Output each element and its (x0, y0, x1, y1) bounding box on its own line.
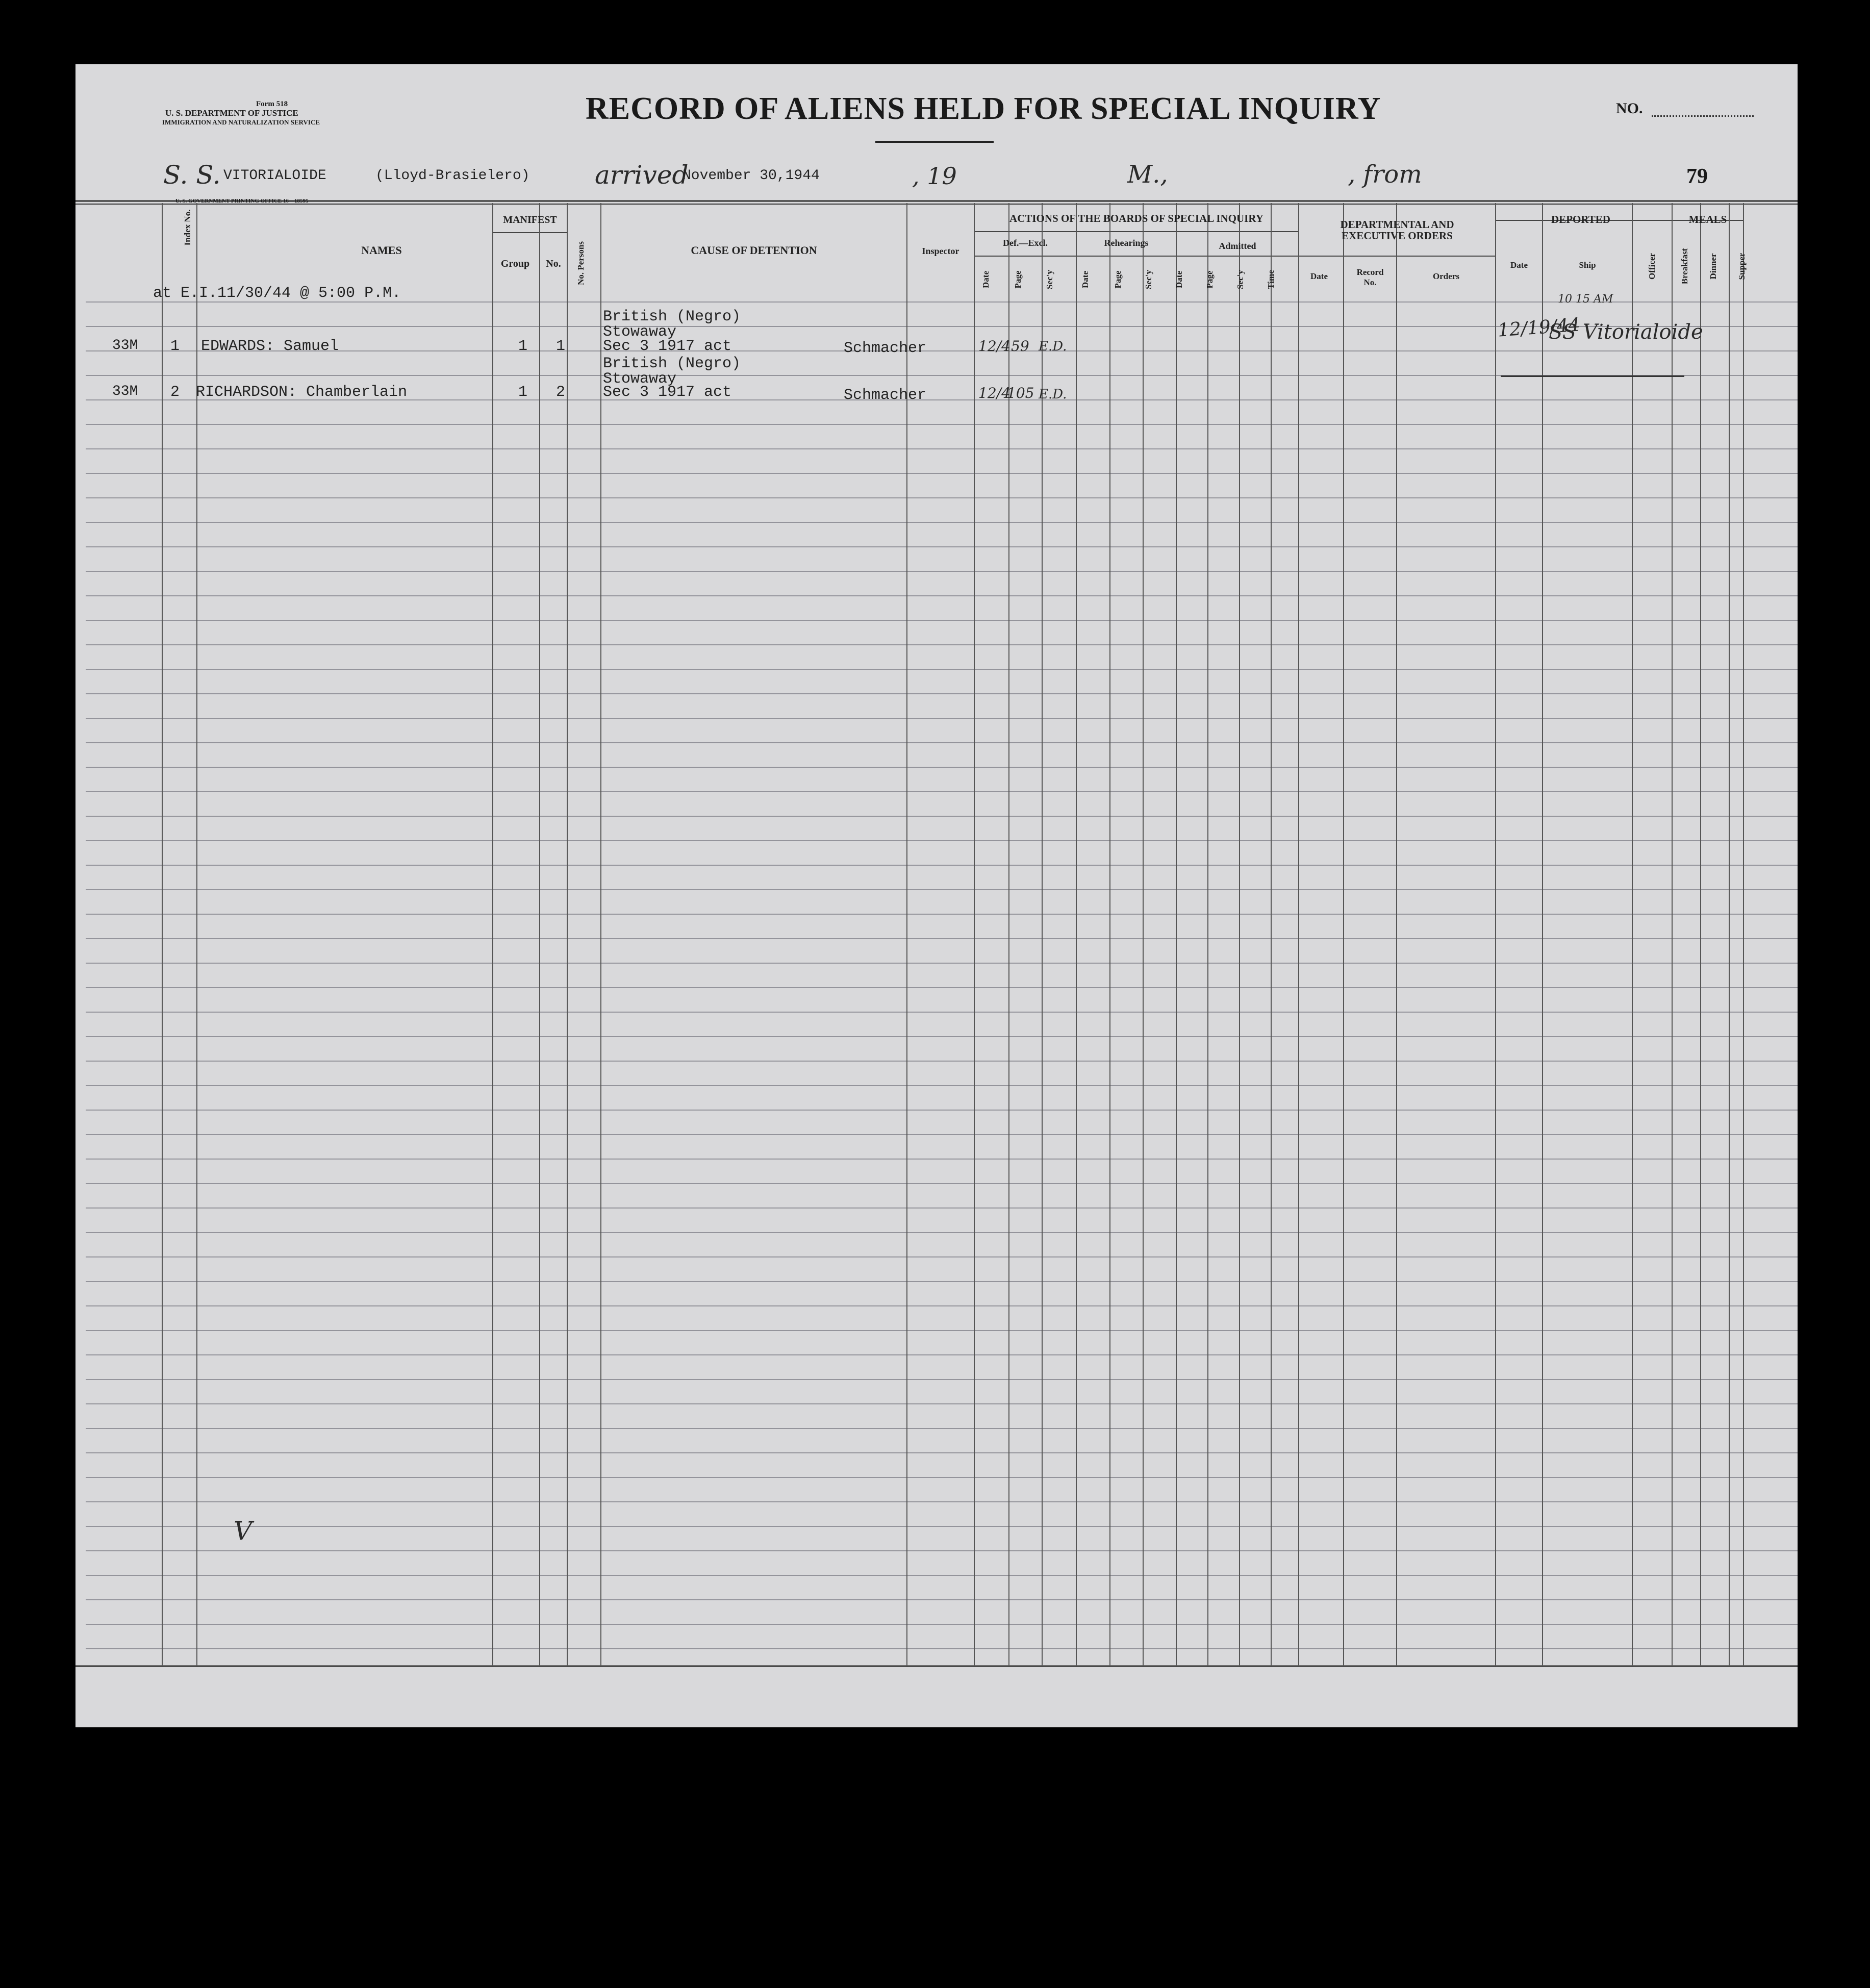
ss-label: S. S. (163, 160, 221, 190)
deported-ship: SS Vitorialoide (1549, 320, 1703, 344)
form-number: Form 518 (256, 100, 288, 108)
col-meals: MEALS (1688, 213, 1727, 225)
row-1-no: 1 (556, 338, 566, 355)
sub-page-def: Page (1013, 270, 1023, 289)
col-rehearings: Rehearings (1104, 238, 1149, 248)
col-record-no-1: Record (1356, 267, 1384, 277)
form-service: IMMIGRATION AND NATURALIZATION SERVICE (162, 118, 320, 126)
row-1-group: 1 (518, 338, 528, 355)
sub-secy-def: Sec'y (1045, 270, 1054, 289)
ship-line: (Lloyd-Brasielero) (375, 168, 530, 184)
col-cause: CAUSE OF DETENTION (691, 244, 817, 257)
col-officer: Officer (1647, 253, 1657, 280)
form-department: U. S. DEPARTMENT OF JUSTICE (165, 108, 298, 118)
col-names: NAMES (361, 244, 402, 257)
col-no: No. (546, 258, 561, 269)
col-supper: Supper (1737, 253, 1747, 280)
title-underline (875, 141, 994, 143)
deported-time: 10 15 AM (1558, 293, 1613, 306)
row-1-cause-2: Stowaway (603, 323, 677, 341)
sub-page-adm: Page (1205, 270, 1215, 289)
sub-date-reh: Date (1080, 271, 1090, 288)
row-2-name: RICHARDSON: Chamberlain (196, 384, 408, 401)
ledger-grid (75, 64, 1798, 1727)
row-2-date: 12/4 (978, 385, 1010, 401)
col-admitted: Admitted (1219, 241, 1256, 251)
col-inspector: Inspector (922, 246, 959, 256)
col-index-no: Index No. (183, 209, 192, 246)
year-label: , 19 (912, 162, 957, 190)
row-2-secy: E.D. (1039, 387, 1067, 402)
col-dept-date: Date (1310, 271, 1328, 281)
col-def-excl: Def.—Excl. (1003, 238, 1048, 248)
from-label: , from (1348, 160, 1422, 189)
margin-mark: V (234, 1516, 252, 1546)
row-1-index: 33M (112, 338, 138, 354)
row-1-cause-1: British (Negro) (603, 308, 741, 325)
col-deported-date: Date (1510, 260, 1528, 270)
col-dept-orders-1: DEPARTMENTAL AND (1340, 218, 1454, 231)
deported-underline (1501, 375, 1684, 377)
row-2-cause-3: Sec 3 1917 act (603, 384, 732, 401)
deported-date: 12/19/44 (1497, 314, 1581, 341)
col-actions: ACTIONS OF THE BOARDS OF SPECIAL INQUIRY (1009, 212, 1263, 224)
form-title: RECORD OF ALIENS HELD FOR SPECIAL INQUIRY (586, 91, 1381, 126)
sub-secy-reh: Sec'y (1144, 270, 1153, 289)
arrived-label: arrived (595, 160, 689, 190)
row-1-page: 59 (1011, 338, 1029, 355)
record-number-line (1652, 115, 1754, 117)
arrived-date: November 30,1944 (683, 168, 820, 184)
row-1-seq: 1 (170, 338, 180, 355)
row-2-group: 1 (518, 384, 528, 401)
col-manifest: MANIFEST (503, 214, 557, 225)
row-1-date: 12/4 (978, 338, 1010, 355)
col-deported-ship: Ship (1579, 260, 1596, 270)
col-deported: DEPORTED (1551, 213, 1610, 225)
row-2-cause-1: British (Negro) (603, 355, 741, 372)
row-2-cause-2: Stowaway (603, 370, 677, 388)
form-sheet (75, 64, 1798, 1727)
page-number: 79 (1686, 165, 1708, 188)
col-dept-orders-2: EXECUTIVE ORDERS (1342, 230, 1453, 242)
sub-time-adm: Time (1266, 270, 1276, 289)
col-no-persons: No. Persons (576, 241, 586, 285)
row-2-seq: 2 (170, 384, 180, 401)
sub-date-def: Date (981, 271, 991, 288)
detention-note: at E.I.11/30/44 @ 5:00 P.M. (153, 285, 401, 302)
row-2-page: 105 (1007, 385, 1034, 401)
col-dinner: Dinner (1708, 253, 1718, 280)
row-1-name: EDWARDS: Samuel (201, 338, 339, 355)
sub-date-adm: Date (1174, 271, 1184, 288)
row-1-secy: E.D. (1039, 339, 1067, 354)
row-2-no: 2 (556, 384, 566, 401)
col-group: Group (500, 258, 530, 269)
sub-secy-adm: Sec'y (1235, 270, 1245, 289)
row-1-cause-3: Sec 3 1917 act (603, 338, 732, 355)
row-2-inspector: Schmacher (844, 387, 927, 404)
col-breakfast: Breakfast (1680, 248, 1689, 285)
col-record-no-2: No. (1363, 278, 1377, 287)
printing-office: U. S. GOVERNMENT PRINTING OFFICE 16—18595 (175, 198, 309, 204)
col-orders: Orders (1433, 271, 1459, 281)
row-1-inspector: Schmacher (844, 340, 927, 357)
m-label: M., (1127, 160, 1168, 189)
ship-name: VITORIALOIDE (223, 168, 326, 184)
sub-page-reh: Page (1113, 270, 1123, 289)
record-number-label: NO. (1616, 100, 1643, 117)
row-2-index: 33M (112, 384, 138, 399)
